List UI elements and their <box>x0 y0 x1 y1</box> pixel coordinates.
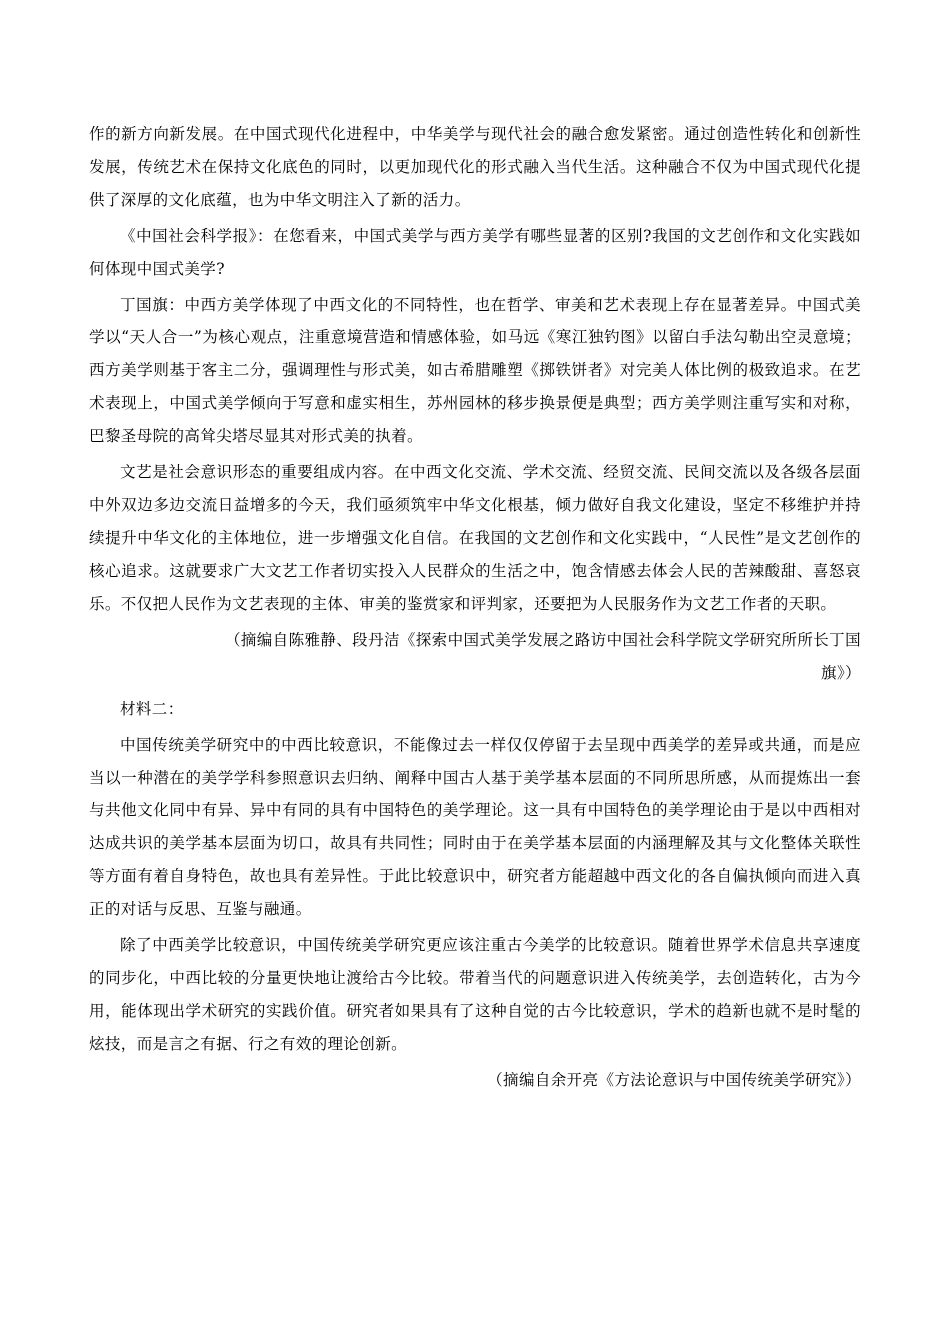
source-citation-1: （摘编自陈雅静、段丹洁《探索中国式美学发展之路访中国社会科学院文学研究所所长丁国旗》） <box>224 630 861 682</box>
paragraph-ancient-modern-comparison: 除了中西美学比较意识，中国传统美学研究更应该注重古今美学的比较意识。随着世界学术信息共享速度的同步化，中西比较的分量更快地让渡给古今比较。带着当代的问题意识进入传统美学，去创造转化，古为今用，能体现出学术研究的实践价值。研究者如果具有了这种自觉的古今比较意识，学术的趋新也就不是时髦的炫技，而是言之有据、行之有效的理论创新。 <box>89 936 861 1053</box>
paragraph-intro-continuation: 作的新方向新发展。在中国式现代化进程中，中华美学与现代社会的融合愈发紧密。通过创造性转化和创新性发展，传统艺术在保持文化底色的同时，以更加现代化的形式融入当代生活。这种融合不仅为中国式现代化提供了深厚的文化底蕴，也为中华文明注入了新的活力。 <box>89 125 861 209</box>
interview-answer: 丁国旗：中西方美学体现了中西文化的不同特性，也在哲学、审美和艺术表现上存在显著差异。中国式美学以“天人合一”为核心观点，注重意境营造和情感体验，如马远《寒江独钓图》以留白手法勾勒出空灵意境；西方美学则基于客主二分，强调理性与形式美，如古希腊雕塑《掷铁饼者》对完美人体比例的极致追求。在艺术表现上，中国式美学倾向于写意和虚实相生，苏州园林的移步换景便是典型；西方美学则注重写实和对称，巴黎圣母院的高耸尖塔尽显其对形式美的执着。 <box>89 295 861 446</box>
document-body <box>89 118 861 1097</box>
source-citation-2: （摘编自余开亮《方法论意识与中国传统美学研究》） <box>487 1070 861 1089</box>
paragraph-literature-ideology: 文艺是社会意识形态的重要组成内容。在中西文化交流、学术交流、经贸交流、民间交流以及各级各层面中外双边多边交流日益增多的今天，我们亟须筑牢中华文化根基，倾力做好自我文化建设，坚定不移维护并持续提升中华文化的主体地位，进一步增强文化自信。在我国的文艺创作和文化实践中，“人民性”是文艺创作的核心追求。这就要求广大文艺工作者切实投入人民群众的生活之中，饱含情感去体会人民的苦辣酸甜、喜怒哀乐。不仅把人民作为文艺表现的主体、审美的鉴赏家和评判家，还要把为人民服务作为文艺工作者的天职。 <box>89 463 861 613</box>
material-two-label: 材料二： <box>120 699 184 718</box>
interview-question: 《中国社会科学报》：在您看来，中国式美学与西方美学有哪些显著的区别?我国的文艺创作和文化实践如何体现中国式美学? <box>89 226 861 278</box>
paragraph-comparative-awareness: 中国传统美学研究中的中西比较意识，不能像过去一样仅仅停留于去呈现中西美学的差异或共通，而是应当以一种潜在的美学学科参照意识去归纳、阐释中国古人基于美学基本层面的不同所思所感，从而提炼出一套与共他文化同中有异、异中有同的具有中国特色的美学理论。这一具有中国特色的美学理论由于是以中西相对达成共识的美学基本层面为切口，故具有共同性；同时由于在美学基本层面的内涵理解及其与文化整体关联性等方面有着自身特色，故也具有差异性。于此比较意识中，研究者方能超越中西文化的各自偏执倾向而进入真正的对话与反思、互鉴与融通。 <box>89 735 861 919</box>
